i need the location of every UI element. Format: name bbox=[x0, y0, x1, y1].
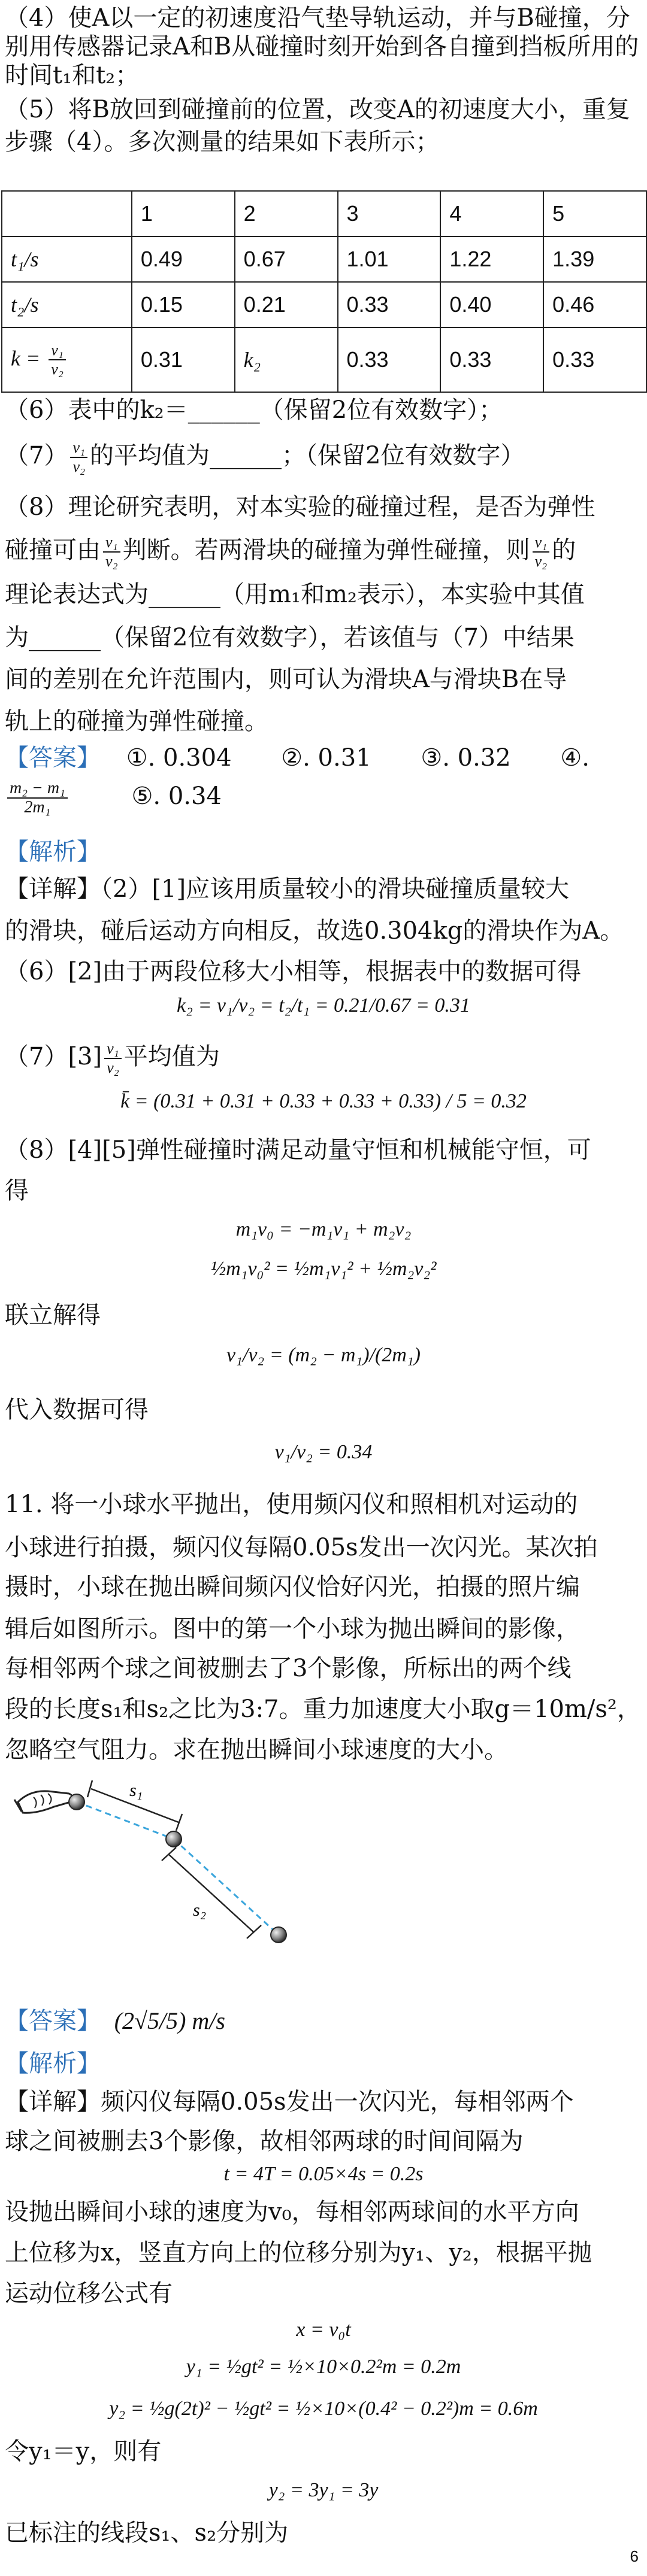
question-8-line-2 bbox=[5, 529, 642, 571]
row-label-t1: t₁/s bbox=[2, 236, 132, 282]
fraction-denominator: v₂ bbox=[72, 458, 86, 475]
answer-label: 【答案】 bbox=[5, 744, 101, 772]
fraction-numerator: v₁ bbox=[70, 439, 87, 458]
table-cell: 1.01 bbox=[338, 236, 441, 282]
q11-detail-line-2: 球之间被删去3个影像，故相邻两球的时间间隔为 bbox=[5, 2128, 524, 2155]
table-cell: 0.33 bbox=[440, 327, 543, 392]
answer-2: ②. 0.31 bbox=[281, 744, 371, 772]
q11-equation-y2y: y₂ = 3y₁ = 3y bbox=[268, 2479, 379, 2501]
detail-8-line-1: （8）[4][5]弹性碰撞时满足动量守恒和机械能守恒，可 bbox=[5, 1136, 591, 1164]
fraction-denominator: v₂ bbox=[51, 360, 64, 378]
ball-1 bbox=[69, 1794, 84, 1810]
row-label-k bbox=[2, 327, 132, 392]
answer-3: ③. 0.32 bbox=[421, 744, 511, 772]
v1-over-v2-fraction bbox=[49, 341, 66, 378]
v1-over-v2-fraction bbox=[104, 1040, 122, 1077]
detail-line-1: 【详解】（2）[1]应该用质量较小的滑块碰撞质量较大 bbox=[5, 875, 570, 903]
table-cell: k₂ bbox=[235, 327, 338, 392]
q11-set-line-2: 上位移为x，竖直方向上的位移分别为y₁、y₂，根据平抛 bbox=[5, 2239, 592, 2266]
fraction-numerator: v₁ bbox=[104, 1040, 122, 1059]
table-cell: 0.49 bbox=[132, 236, 235, 282]
q11-line-7: 忽略空气阻力。求在抛出瞬间小球速度的大小。 bbox=[5, 1736, 508, 1764]
step-5-text: （5）将B放回到碰撞前的位置，改变A的初速度大小，重复步骤（4）。多次测量的结果如下表所示； bbox=[5, 96, 630, 156]
q7-prefix: （7） bbox=[5, 442, 68, 469]
question-8-line-6: 轨上的碰撞为弹性碰撞。 bbox=[5, 708, 268, 735]
table-cell: 0.21 bbox=[235, 282, 338, 327]
fraction-denominator: 2m₁ bbox=[24, 798, 51, 817]
question-8-line-4: 为______（保留2位有效数字），若该值与（7）中结果 bbox=[5, 624, 575, 651]
table-cell: 0.67 bbox=[235, 236, 338, 282]
table-row-t1 bbox=[2, 236, 646, 282]
answer-row-2 bbox=[5, 778, 222, 817]
q11-equation-t: t = 4T = 0.05×4s = 0.2s bbox=[223, 2163, 424, 2185]
answer-label: 【答案】 bbox=[5, 2007, 101, 2035]
k-symbol: k = bbox=[11, 346, 41, 371]
fraction-numerator: v₁ bbox=[49, 341, 66, 360]
fraction-numerator: v₁ bbox=[103, 533, 120, 553]
detail-8-line-2: 得 bbox=[5, 1177, 29, 1204]
detail-7-prefix: （7）[3] bbox=[5, 1043, 102, 1070]
table-row-t2 bbox=[2, 282, 646, 327]
ball-3 bbox=[271, 1927, 286, 1943]
question-7-text bbox=[5, 435, 642, 477]
label-s2: s₂ bbox=[193, 1900, 207, 1920]
q11-answer-row bbox=[5, 2003, 225, 2039]
substitute-text: 代入数据可得 bbox=[5, 1396, 149, 1424]
table-cell: 0.33 bbox=[338, 327, 441, 392]
equation-kbar: k̄ = (0.31 + 0.31 + 0.33 + 0.33 + 0.33) / 5 = 0.32 bbox=[120, 1090, 527, 1112]
question-8-line-3: 理论表达式为______（用m₁和m₂表示），本实验中其值 bbox=[5, 581, 585, 608]
q11-line-4: 辑后如图所示。图中的第一个小球为抛出瞬间的影像， bbox=[5, 1615, 580, 1643]
fraction-denominator: v₂ bbox=[105, 553, 118, 570]
detail-7-text bbox=[5, 1036, 642, 1078]
q11-line-5: 每相邻两个球之间被删去了3个影像，所标出的两个线 bbox=[5, 1655, 572, 1682]
answer-1: ①. 0.304 bbox=[126, 744, 232, 772]
q11-line-3: 摄时，小球在抛出瞬间频闪仪恰好闪光，拍摄的照片编 bbox=[5, 1573, 580, 1601]
fraction-denominator: v₂ bbox=[107, 1059, 119, 1076]
answer-4-marker: ④. bbox=[560, 744, 589, 772]
segment-s1-dashed bbox=[77, 1802, 174, 1839]
equation-result: v₁/v₂ = 0.34 bbox=[274, 1441, 373, 1463]
table-header-cell bbox=[2, 191, 132, 236]
v1-over-v2-fraction bbox=[533, 533, 550, 571]
table-header-cell: 2 bbox=[235, 191, 338, 236]
table-cell: 0.40 bbox=[440, 282, 543, 327]
table-cell: 0.46 bbox=[543, 282, 646, 327]
table-header-cell: 4 bbox=[440, 191, 543, 236]
q11-equation-x: x = v₀t bbox=[296, 2319, 351, 2341]
ball-2 bbox=[166, 1831, 182, 1847]
q11-equation-y2: y₂ = ½g(2t)² − ½gt² = ½×10×(0.4² − 0.2²)m = 0.6m bbox=[109, 2398, 538, 2420]
q11-let-text: 令y₁＝y，则有 bbox=[5, 2438, 162, 2465]
fraction-numerator: v₁ bbox=[533, 533, 550, 553]
segment-s2-dashed bbox=[174, 1839, 279, 1935]
analysis-label: 【解析】 bbox=[5, 838, 101, 866]
q8-line2-end: 的 bbox=[552, 536, 576, 564]
table-header-cell: 3 bbox=[338, 191, 441, 236]
table-cell: 0.33 bbox=[543, 327, 646, 392]
fraction-numerator: m₂ − m₁ bbox=[7, 779, 68, 799]
table-header-row bbox=[2, 191, 646, 236]
q11-set-line-1: 设抛出瞬间小球的速度为v₀，每相邻两球间的水平方向 bbox=[5, 2198, 579, 2226]
step-4-text: （4）使A以一定的初速度沿气垫导轨运动，并与B碰撞，分别用传感器记录A和B从碰撞时刻开始到各自撞到挡板所用的时间t₁和t₂； bbox=[5, 4, 639, 89]
table-cell: 1.39 bbox=[543, 236, 646, 282]
q11-line-6: 段的长度s₁和s₂之比为3:7。重力加速度大小取g＝10m/s²， bbox=[5, 1695, 641, 1723]
question-6-text: （6）表中的k₂＝______（保留2位有效数字）； bbox=[5, 396, 503, 424]
answer-row bbox=[5, 740, 642, 776]
question-8-line-5: 间的差别在允许范围内，则可认为滑块A与滑块B在导 bbox=[5, 666, 567, 693]
table-cell: 1.22 bbox=[440, 236, 543, 282]
q11-set-line-3: 运动位移公式有 bbox=[5, 2280, 173, 2307]
table-header-cell: 1 bbox=[132, 191, 235, 236]
measurement-table bbox=[1, 190, 647, 393]
label-s1: s₁ bbox=[129, 1780, 143, 1800]
answer-5: ⑤. 0.34 bbox=[131, 782, 222, 810]
answer-4-fraction bbox=[7, 779, 68, 817]
solve-text: 联立解得 bbox=[5, 1301, 101, 1329]
equation-momentum: m₁v₀ = −m₁v₁ + m₂v₂ bbox=[235, 1218, 412, 1240]
q7-suffix: 的平均值为______；（保留2位有效数字） bbox=[90, 442, 525, 469]
detail-6-text: （6）[2]由于两段位移大小相等，根据表中的数据可得 bbox=[5, 958, 582, 985]
q8-line2-prefix: 碰撞可由 bbox=[5, 536, 101, 564]
q11-analysis-label: 【解析】 bbox=[5, 2050, 101, 2077]
hand-illustration bbox=[14, 1791, 72, 1813]
table-header-cell: 5 bbox=[543, 191, 646, 236]
q11-equation-y1: y₁ = ½gt² = ½×10×0.2²m = 0.2m bbox=[186, 2356, 461, 2378]
equation-energy: ½m₁v₀² = ½m₁v₁² + ½m₂v₂² bbox=[210, 1258, 437, 1280]
table-row-k bbox=[2, 327, 646, 392]
question-8-line-1: （8）理论研究表明，对本实验的碰撞过程，是否为弹性 bbox=[5, 493, 595, 521]
q11-line-2: 小球进行拍摄，频闪仪每隔0.05s发出一次闪光。某次拍 bbox=[5, 1534, 598, 1561]
table-cell: 0.33 bbox=[338, 282, 441, 327]
v1-over-v2-fraction bbox=[70, 439, 87, 476]
q11-answer-value: (2√5/5) m/s bbox=[114, 2007, 225, 2034]
equation-ratio: v₁/v₂ = (m₂ − m₁)/(2m₁) bbox=[226, 1344, 421, 1366]
q11-last-line: 已标注的线段s₁、s₂分别为 bbox=[5, 2519, 289, 2547]
detail-line-2: 的滑块，碰后运动方向相反，故选0.304kg的滑块作为A。 bbox=[5, 917, 624, 945]
projectile-figure bbox=[12, 1778, 324, 1958]
equation-k2: k₂ = v₁/v₂ = t₂/t₁ = 0.21/0.67 = 0.31 bbox=[177, 994, 470, 1017]
v1-over-v2-fraction bbox=[103, 533, 120, 571]
table-cell: 0.15 bbox=[132, 282, 235, 327]
s2-dimension-line bbox=[169, 1855, 254, 1932]
table-cell: 0.31 bbox=[132, 327, 235, 392]
q11-detail-line-1: 【详解】频闪仪每隔0.05s发出一次闪光，每相邻两个 bbox=[5, 2088, 574, 2116]
q8-line2-suffix: 判断。若两滑块的碰撞为弹性碰撞，则 bbox=[122, 536, 530, 564]
q11-line-1: 11. 将一小球水平抛出，使用频闪仪和照相机对运动的 bbox=[5, 1491, 578, 1518]
fraction-denominator: v₂ bbox=[534, 553, 548, 570]
page-number: 6 bbox=[630, 2547, 639, 2565]
row-label-t2: t₂/s bbox=[2, 282, 132, 327]
detail-7-suffix: 平均值为 bbox=[123, 1043, 220, 1070]
